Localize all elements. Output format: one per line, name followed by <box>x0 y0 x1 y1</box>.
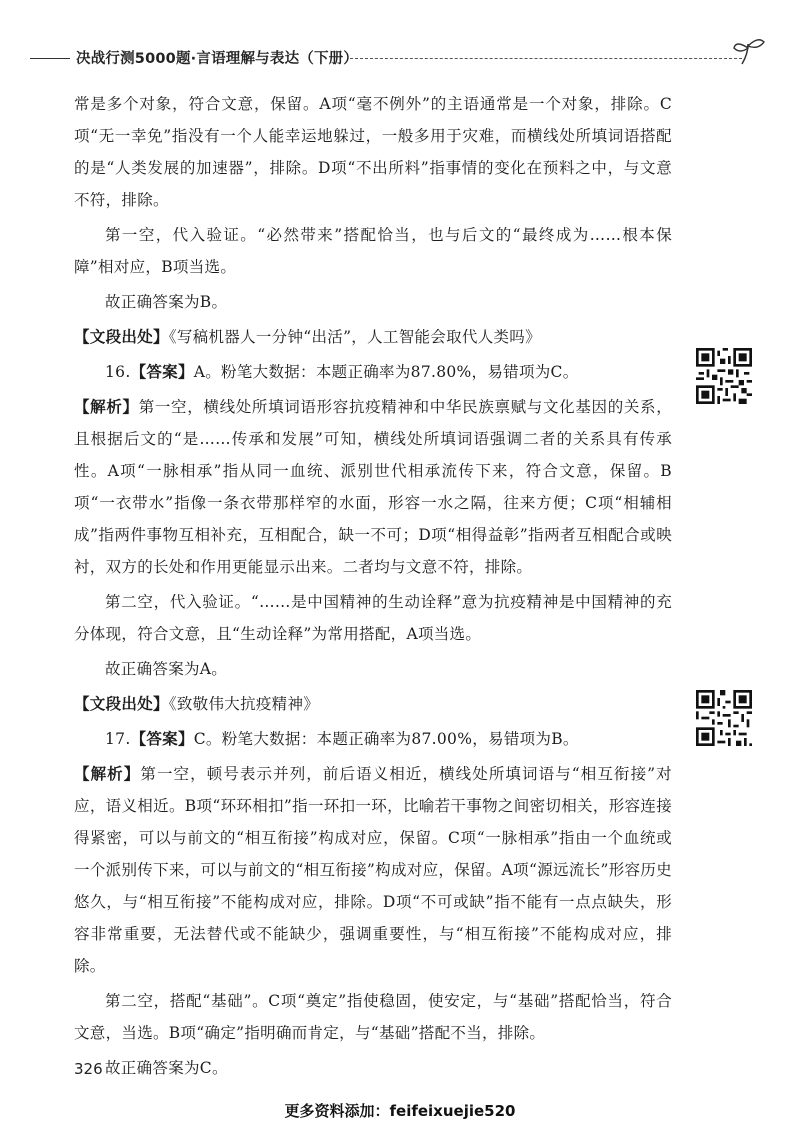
analysis-label: 【解析】 <box>74 765 141 783</box>
qr-code-icon[interactable] <box>696 348 752 404</box>
footer-note: 更多资料添加：feifeixuejie520 <box>284 1102 516 1120</box>
source-label: 【文段出处】 <box>74 328 169 346</box>
answer-label: 【答案】 <box>130 363 194 381</box>
page-number: 326 <box>74 1060 103 1078</box>
header-rule-left <box>30 58 70 59</box>
answer-q17 <box>74 723 672 755</box>
source-title: 《致敬伟大抗疫精神》 <box>168 695 320 713</box>
running-header <box>0 36 800 76</box>
source-q16 <box>74 688 672 720</box>
analysis-text: 第一空，横线处所填词语形容抗疫精神和中华民族禀赋与文化基因的关系，且根据后文的“是……传承和发展”可知，横线处所填词语强调二者的关系具有传承性。A项“一脉相承”指从同一血统、派别世代相承流传下来，符合文意，保留。B项“一衣带水”指像一条衣带那样窄的水面，形容一水之隔，往来方便；C项“相辅相成”指两件事物互相补充，互相配合，缺一不可；D项“相得益彰”指两者互相配合或映衬，双方的长处和作用更能显示出来。二者均与文意不符，排除。 <box>74 398 673 576</box>
answer-label: 【答案】 <box>130 730 194 748</box>
paragraph-q17-conclusion: 故正确答案为C。 <box>105 1059 228 1077</box>
paragraph-q15-second-blank: 第一空，代入验证。“必然带来”搭配恰当，也与后文的“最终成为……根本保障”相对应，B项当选。 <box>74 226 672 276</box>
source-label: 【文段出处】 <box>74 695 169 713</box>
question-number: 17. <box>105 730 131 748</box>
analysis-q16 <box>74 391 672 583</box>
analysis-q17 <box>74 758 672 982</box>
qr-code-icon[interactable] <box>696 690 752 746</box>
paragraph-q15-conclusion: 故正确答案为B。 <box>105 293 228 311</box>
page-content <box>74 88 672 1084</box>
source-q15 <box>74 321 672 353</box>
paragraph-q15-analysis-cont: 常是多个对象，符合文意，保留。A项“毫不例外”的主语通常是一个对象，排除。C项“无一幸免”指没有一个人能幸运地躲过，一般多用于灾难，而横线处所填词语搭配的是“人类发展的加速器”，排除。D项“不出所料”指事情的变化在预料之中，与文意不符，排除。 <box>74 95 672 209</box>
paragraph-q16-conclusion: 故正确答案为A。 <box>105 660 228 678</box>
answer-q16 <box>74 356 672 388</box>
analysis-text: 第一空，顿号表示并列，前后语义相近，横线处所填词语与“相互衔接”对应，语义相近。B项“环环相扣”指一环扣一环，比喻若干事物之间密切相关，形容连接得紧密，可以与前文的“相互衔接”构成对应，保留。C项“一脉相承”指由一个血统或一个派别传下来，可以与前文的“相互衔接”构成对应，保留。A项“源远流长”形容历史悠久，与“相互衔接”不能构成对应，排除。D项“不可或缺”指不能有一点点缺失，形容非常重要，无法替代或不能缺少，强调重要性，与“相互衔接”不能构成对应，排除。 <box>74 765 672 975</box>
paragraph-q16-second-blank: 第二空，代入验证。“……是中国精神的生动诠释”意为抗疫精神是中国精神的充分体现，符合文意，且“生动诠释”为常用搭配，A项当选。 <box>74 593 672 643</box>
header-rule-right <box>350 58 742 59</box>
book-title: 决战行测5000题·言语理解与表达（下册） <box>76 51 359 67</box>
answer-text: C。粉笔大数据：本题正确率为87.00%，易错项为B。 <box>193 730 579 748</box>
answer-text: A。粉笔大数据：本题正确率为87.80%，易错项为C。 <box>193 363 579 381</box>
paragraph-q17-second-blank: 第二空，搭配“基础”。C项“奠定”指使稳固，使安定，与“基础”搭配恰当，符合文意，当选。B项“确定”指明确而肯定，与“基础”搭配不当，排除。 <box>74 992 672 1042</box>
analysis-label: 【解析】 <box>74 398 139 416</box>
source-title: 《写稿机器人一分钟“出活”，人工智能会取代人类吗》 <box>168 328 541 346</box>
sprout-icon <box>728 36 772 70</box>
question-number: 16. <box>105 363 131 381</box>
